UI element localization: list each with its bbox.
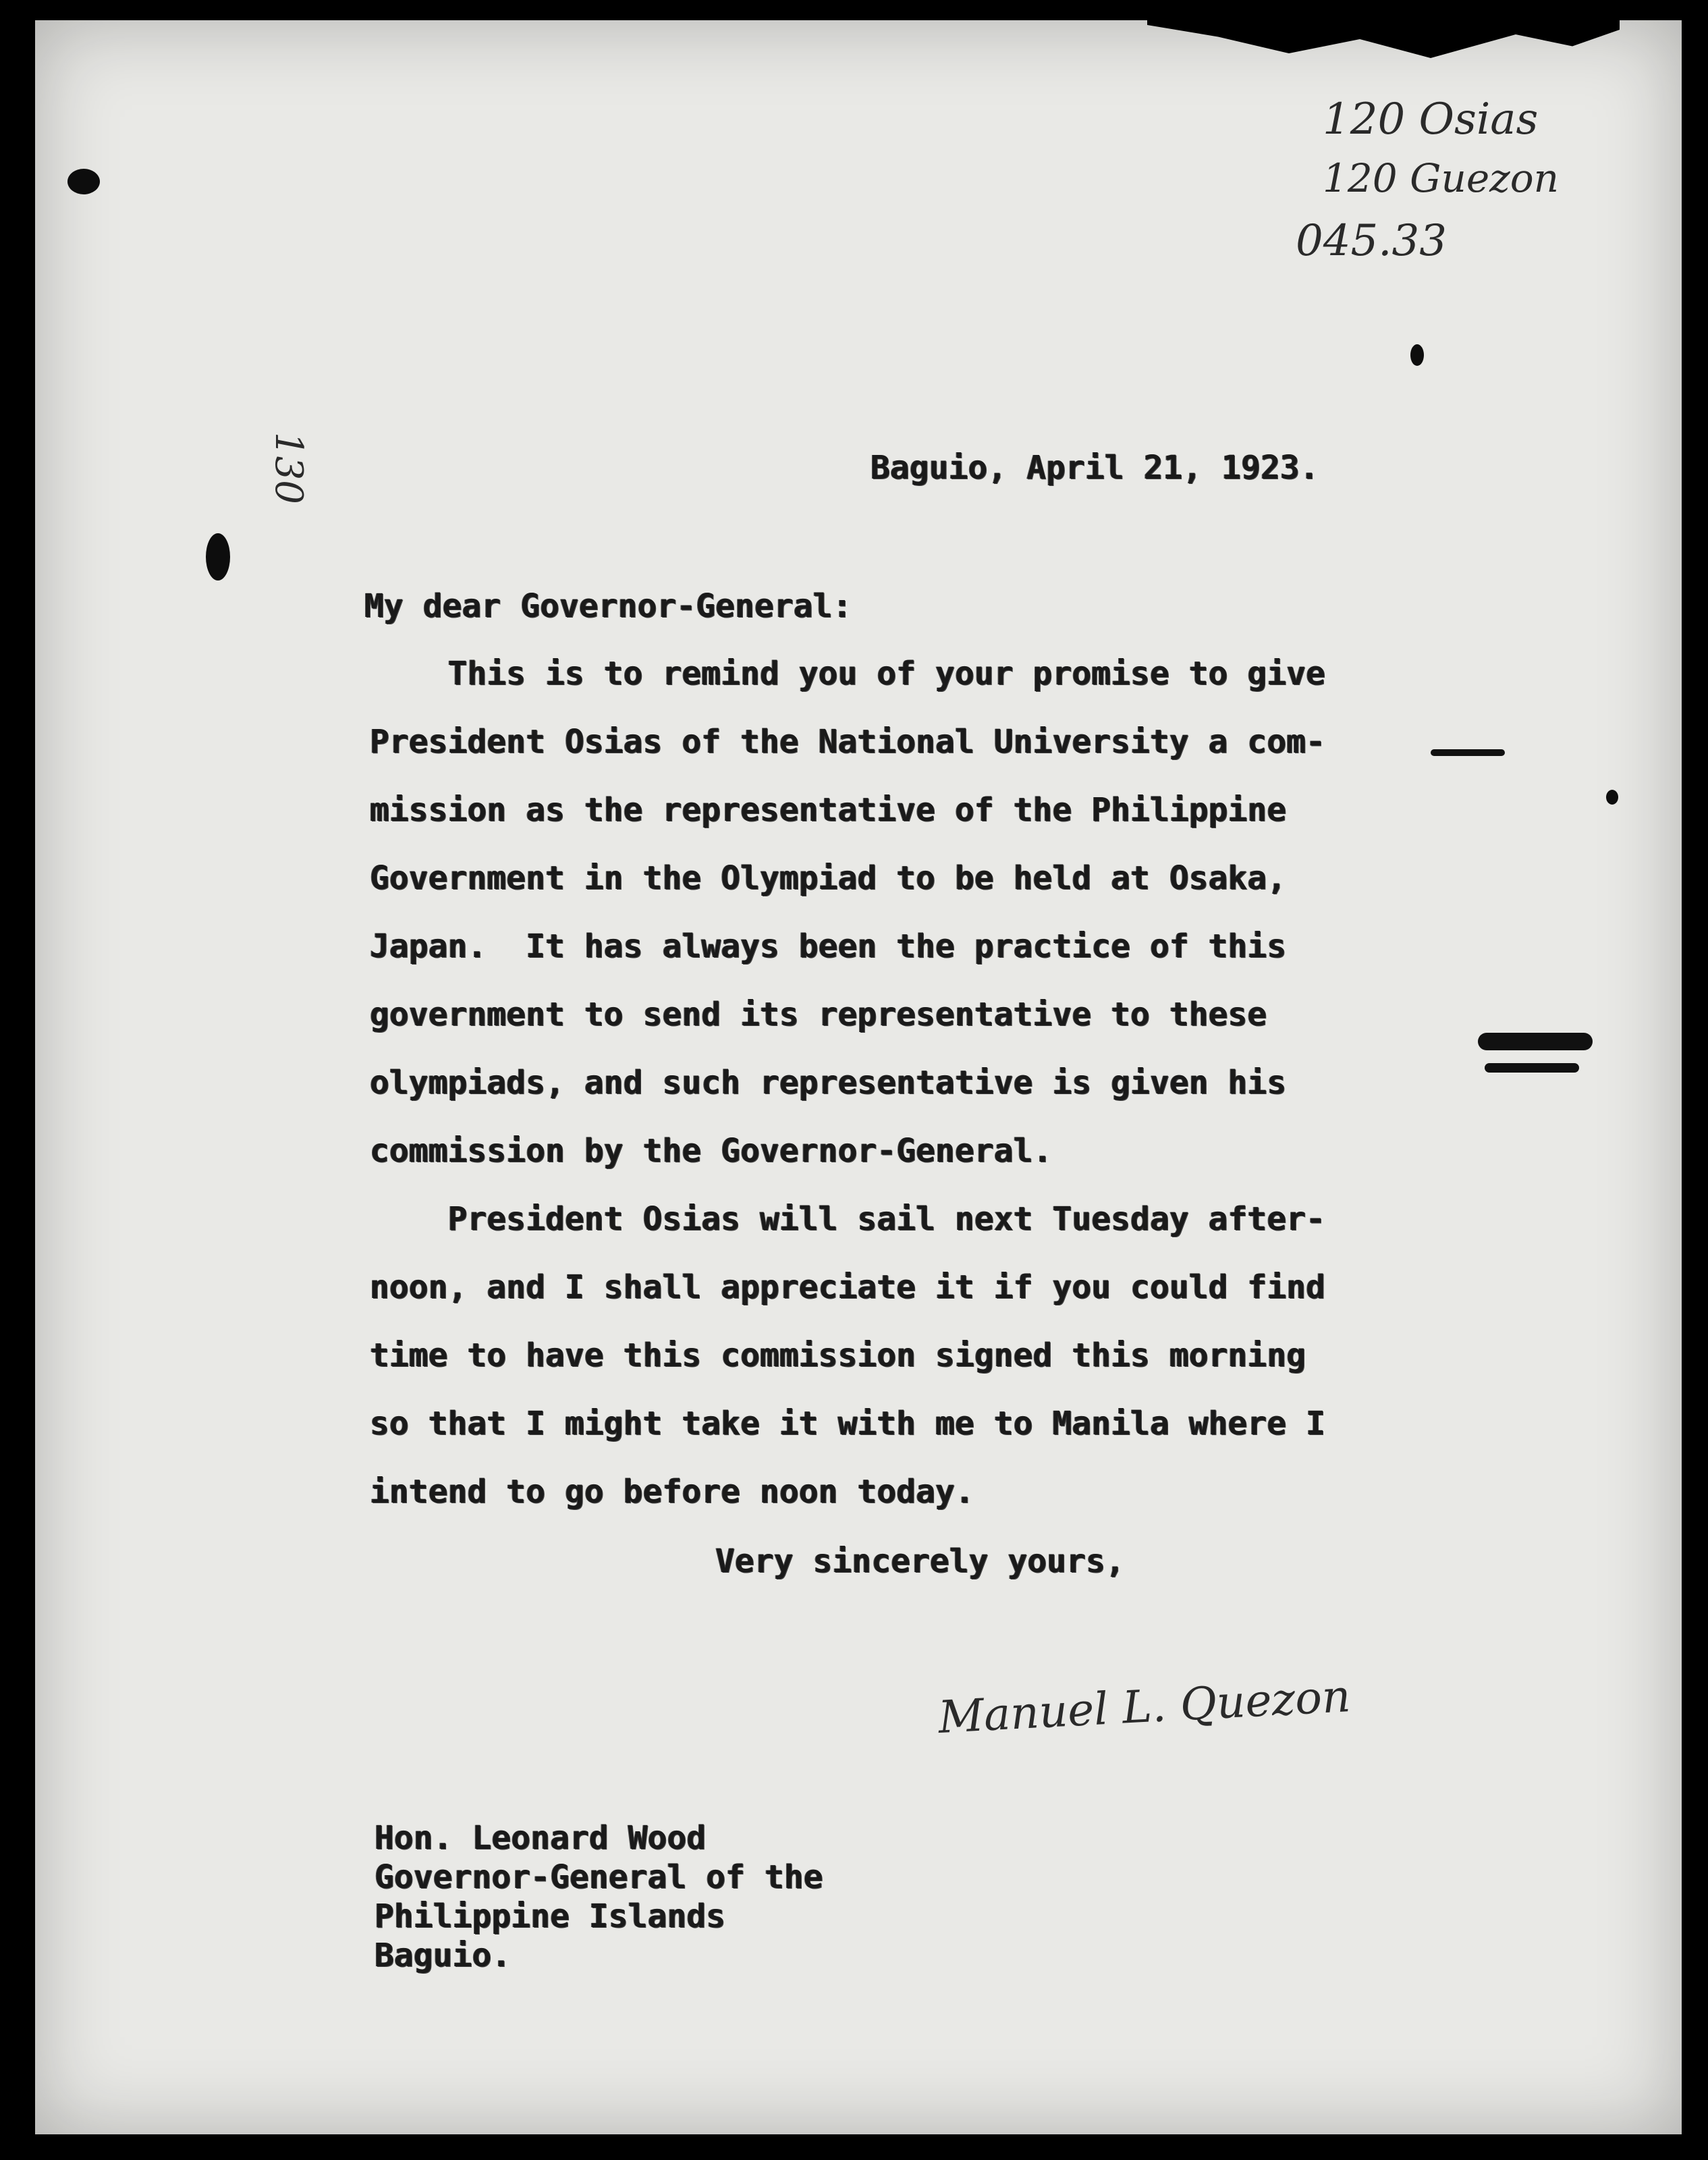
margin-note: 045.33 <box>1296 216 1447 266</box>
body-line: intend to go before noon today. <box>370 1473 974 1511</box>
date-line: Baguio, April 21, 1923. <box>871 449 1319 487</box>
letter-body <box>370 655 1382 1526</box>
body-line: so that I might take it with me to Manila where I <box>370 1405 1326 1442</box>
body-line: noon, and I shall appreciate it if you could find <box>370 1268 1326 1306</box>
body-line: mission as the representative of the Philippine <box>370 791 1287 829</box>
body-line: President Osias of the National University a com- <box>370 723 1326 761</box>
closing: Very sincerely yours, <box>715 1542 1125 1580</box>
body-line: This is to remind you of your promise to give <box>370 655 1326 693</box>
body-line: Government in the Olympiad to be held at Osaka, <box>370 859 1287 897</box>
ink-blot <box>206 533 230 580</box>
body-line: President Osias will sail next Tuesday after- <box>370 1200 1326 1238</box>
body-line: commission by the Governor-General. <box>370 1132 1053 1170</box>
ink-smudge <box>1431 749 1505 756</box>
body-line: government to send its representative to these <box>370 996 1267 1033</box>
addressee-line: Governor-General of the <box>375 1858 823 1896</box>
addressee-line: Hon. Leonard Wood <box>375 1819 707 1857</box>
addressee-block <box>375 1819 982 1995</box>
addressee-line: Philippine Islands <box>375 1897 726 1935</box>
margin-note: 120 Guezon <box>1323 155 1559 201</box>
signature: Manuel L. Quezon <box>937 1670 1352 1744</box>
ink-blot <box>1606 790 1618 805</box>
body-line: olympiads, and such representative is given his <box>370 1064 1287 1102</box>
ink-blot <box>67 169 100 194</box>
salutation: My dear Governor-General: <box>364 587 852 625</box>
ink-smudge <box>1478 1033 1593 1050</box>
margin-note: 120 Osias <box>1323 94 1539 144</box>
body-line: Japan. It has always been the practice of this <box>370 927 1287 965</box>
addressee-line: Baguio. <box>375 1937 512 1974</box>
ink-blot <box>1410 344 1424 366</box>
body-line: time to have this commission signed this morning <box>370 1336 1306 1374</box>
ink-smudge <box>1485 1063 1579 1073</box>
side-note: 130 <box>267 432 310 504</box>
